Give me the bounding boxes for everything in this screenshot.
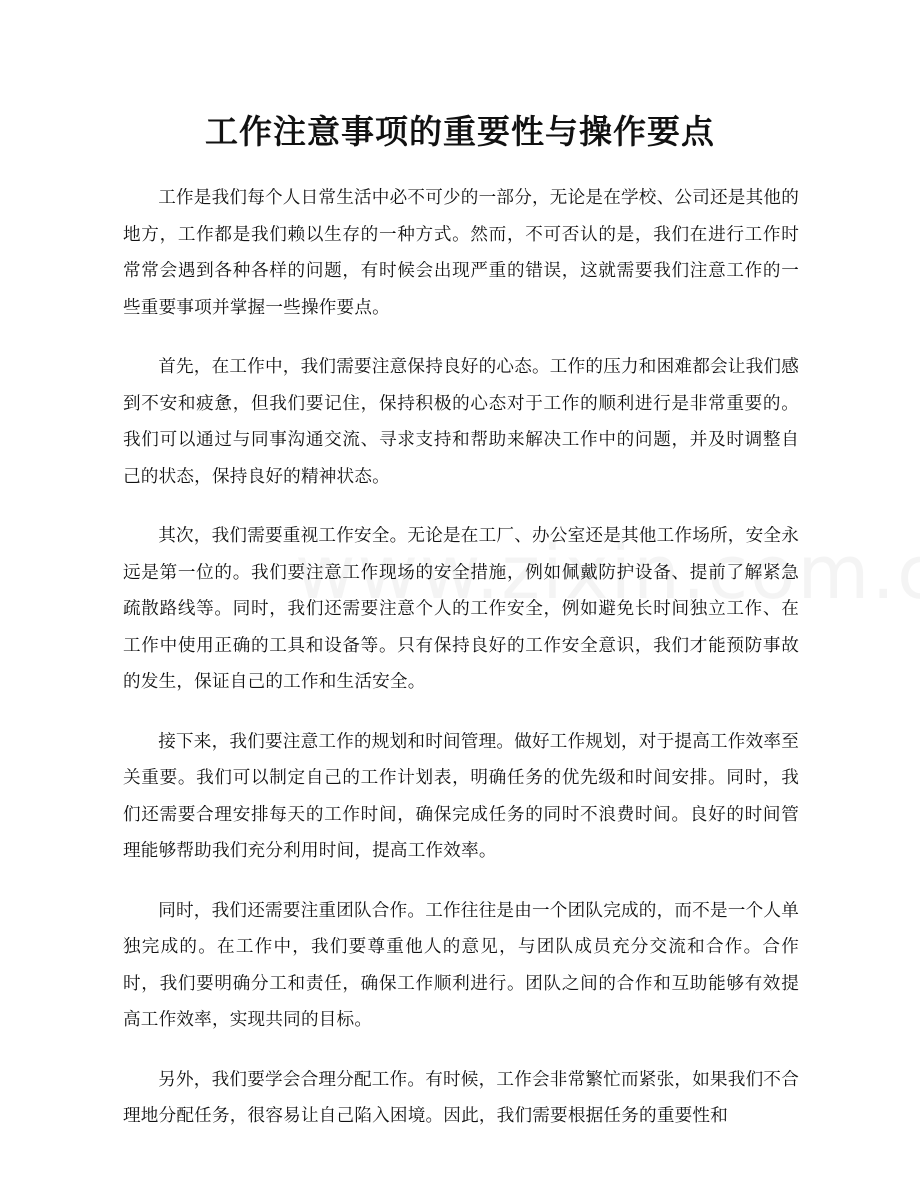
paragraph-1: 工作是我们每个人日常生活中必不可少的一部分，无论是在学校、公司还是其他的地方，工作都是我们赖以生存的一种方式。然而，不可否认的是，我们在进行工作时常常会遇到各种各样的问题，有时候会出现严重的错误，这就需要我们注意工作的一些重要事项并掌握一些操作要点。	[123, 188, 799, 318]
document-title: 工作注意事项的重要性与操作要点	[205, 112, 715, 151]
paragraph-2: 首先，在工作中，我们需要注意保持良好的心态。工作的压力和困难都会让我们感到不安和疲惫，但我们要记住，保持积极的心态对于工作的顺利进行是非常重要的。我们可以通过与同事沟通交流、寻求支持和帮助来解决工作中的问题，并及时调整自己的状态，保持良好的精神状态。	[123, 357, 799, 487]
paragraph-5: 同时，我们还需要注重团队合作。工作往往是由一个团队完成的，而不是一个人单独完成的。在工作中，我们要尊重他人的意见，与团队成员充分交流和合作。合作时，我们要明确分工和责任，确保工作顺利进行。团队之间的合作和互助能够有效提高工作效率，实现共同的目标。	[123, 900, 799, 1030]
paragraph-4: 接下来，我们要注意工作的规划和时间管理。做好工作规划，对于提高工作效率至关重要。我们可以制定自己的工作计划表，明确任务的优先级和时间安排。同时，我们还需要合理安排每天的工作时间，确保完成任务的同时不浪费时间。良好的时间管理能够帮助我们充分利用时间，提高工作效率。	[123, 731, 799, 861]
document-body	[123, 180, 799, 1158]
paragraph-3: 其次，我们需要重视工作安全。无论是在工厂、办公室还是其他工作场所，安全永远是第一位的。我们要注意工作现场的安全措施，例如佩戴防护设备、提前了解紧急疏散路线等。同时，我们还需要注意个人的工作安全，例如避免长时间独立工作、在工作中使用正确的工具和设备等。只有保持良好的工作安全意识，我们才能预防事故的发生，保证自己的工作和生活安全。	[123, 526, 799, 692]
paragraph-6: 另外，我们要学会合理分配工作。有时候，工作会非常繁忙而紧张，如果我们不合理地分配任务，很容易让自己陷入困境。因此，我们需要根据任务的重要性和	[123, 1069, 799, 1126]
